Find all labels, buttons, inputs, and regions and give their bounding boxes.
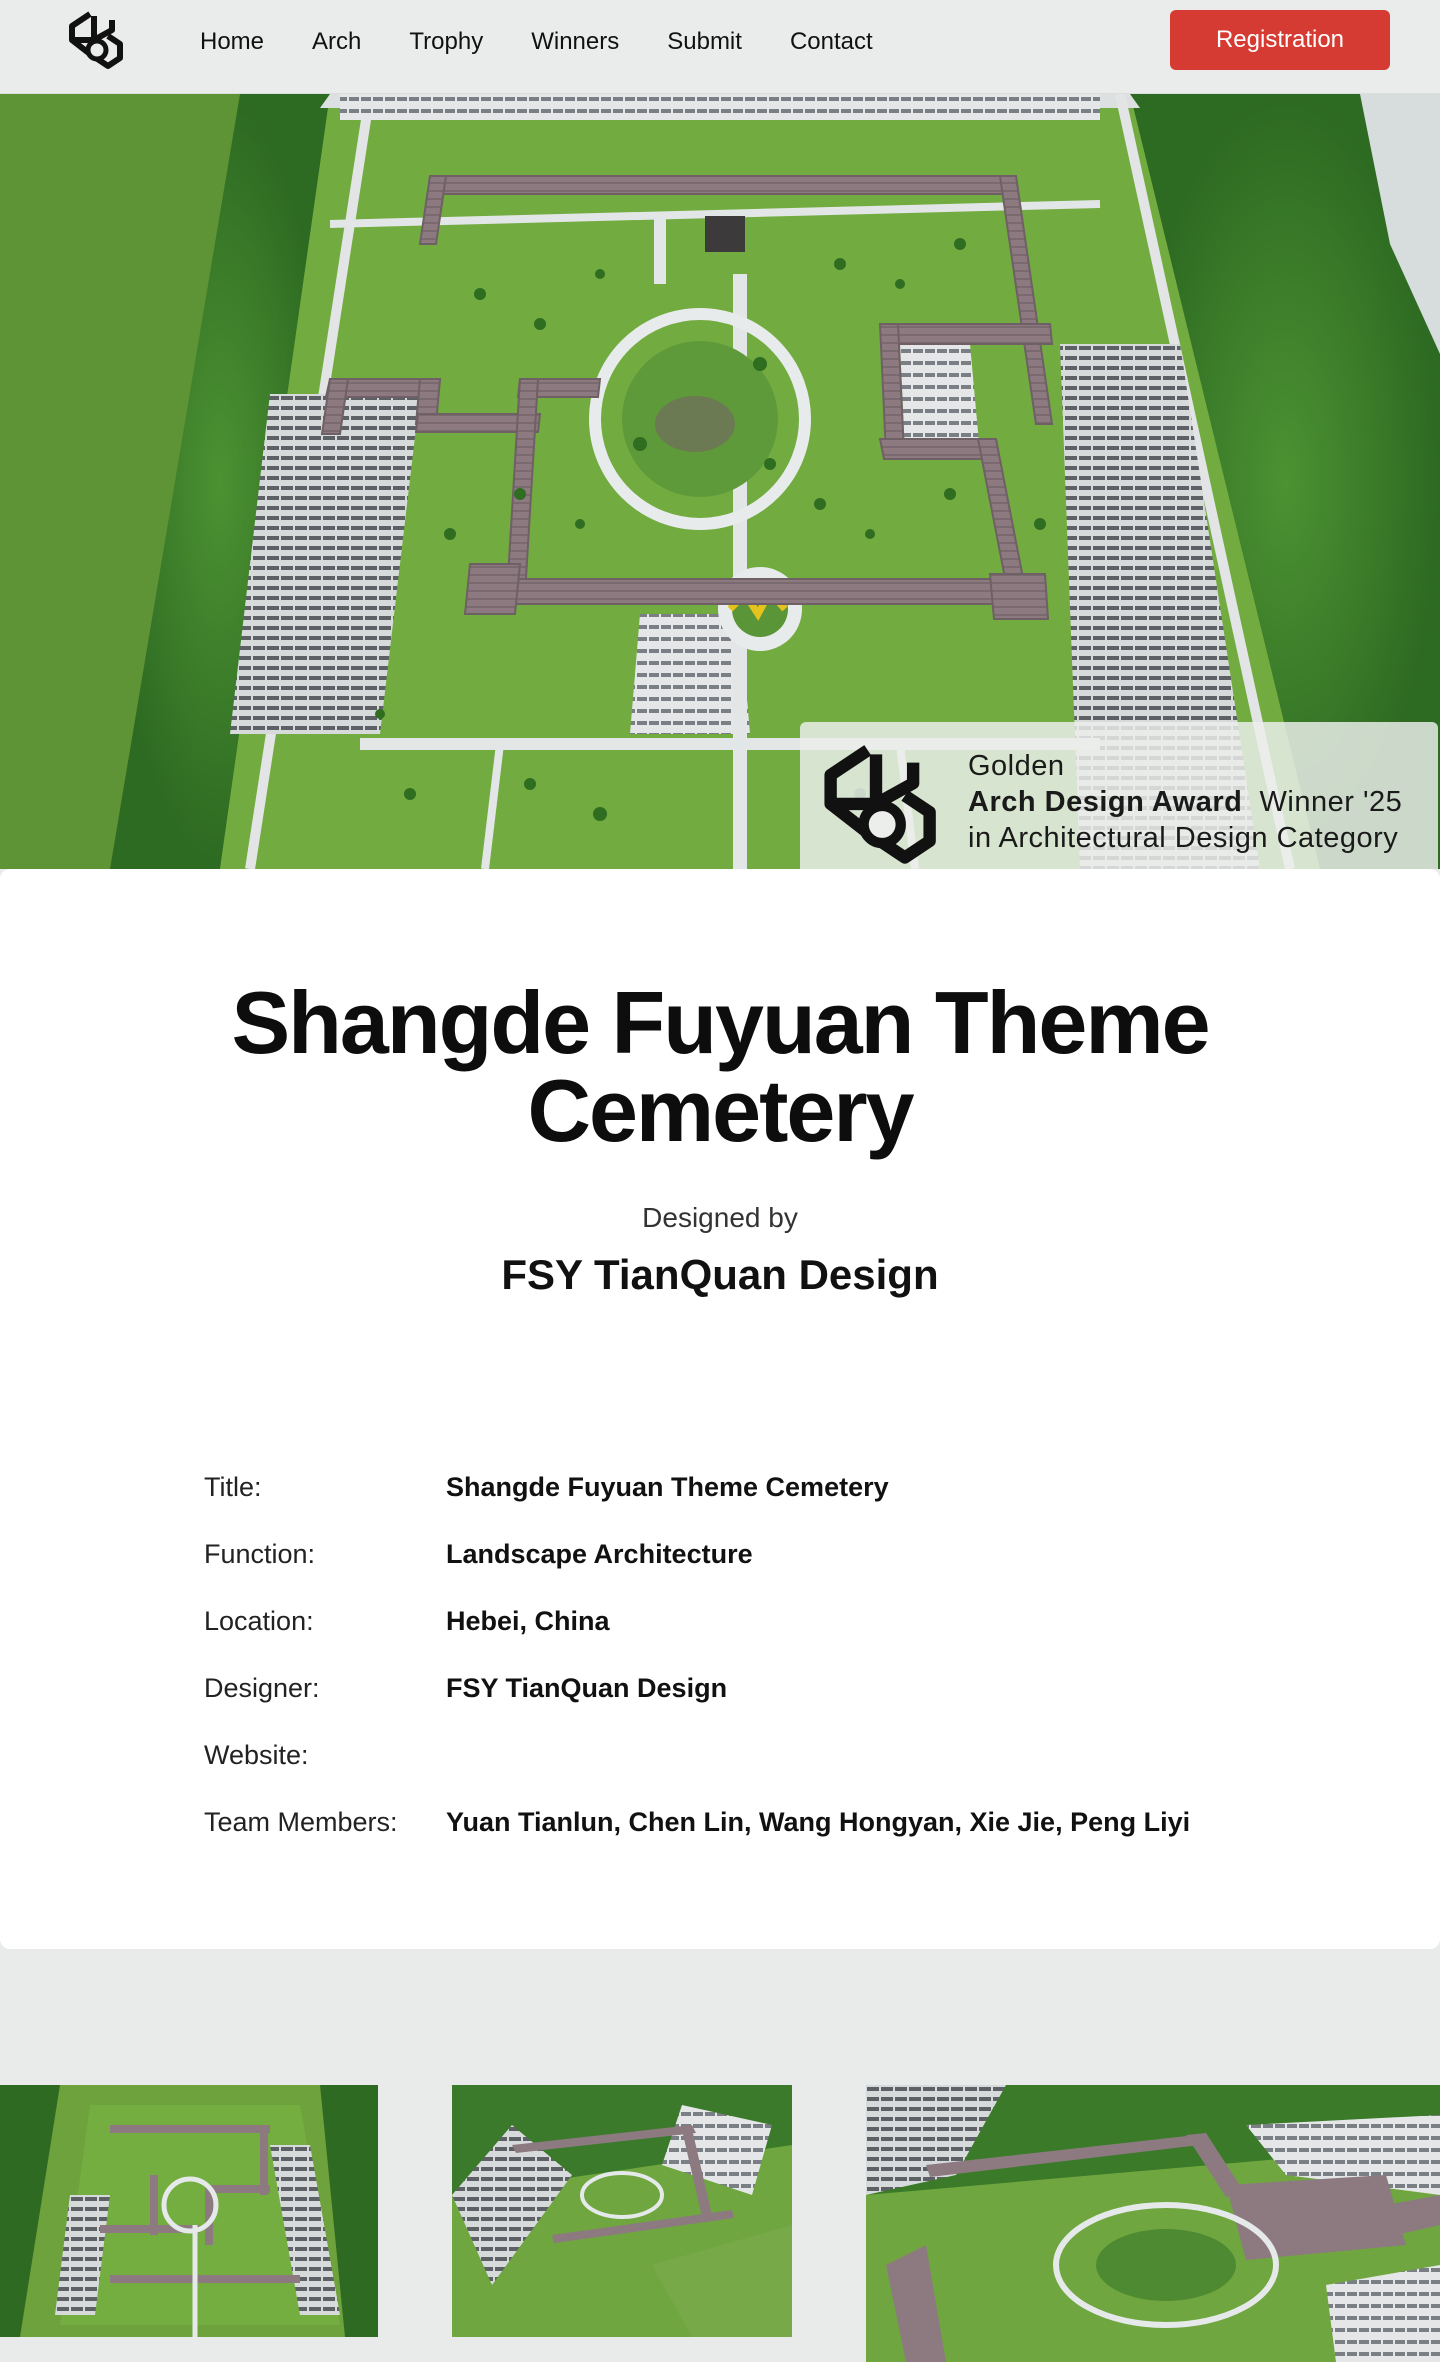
detail-label: Designer: bbox=[204, 1673, 320, 1703]
registration-button[interactable]: Registration bbox=[1170, 10, 1390, 70]
gallery-image-2[interactable] bbox=[452, 2085, 792, 2337]
award-hex-logo-icon bbox=[814, 742, 938, 869]
detail-label: Team Members: bbox=[204, 1807, 398, 1837]
award-title bbox=[968, 786, 1402, 819]
detail-row-location bbox=[204, 1588, 1304, 1655]
detail-value: FSY TianQuan Design bbox=[446, 1673, 728, 1703]
detail-label: Title: bbox=[204, 1472, 262, 1502]
nav-submit[interactable]: Submit bbox=[667, 28, 742, 55]
top-navigation bbox=[0, 0, 1440, 94]
project-title: Shangde Fuyuan Theme Cemetery bbox=[231, 973, 1209, 1160]
nav-arch[interactable]: Arch bbox=[312, 28, 362, 55]
detail-row-website bbox=[204, 1722, 1304, 1789]
award-level: Golden bbox=[968, 750, 1065, 782]
detail-label: Function: bbox=[204, 1539, 316, 1569]
detail-row-team bbox=[204, 1789, 1304, 1856]
award-winner-year: Winner '25 bbox=[1259, 786, 1403, 818]
award-hex-logo-icon[interactable] bbox=[64, 10, 124, 74]
main-menu bbox=[176, 0, 897, 84]
project-details bbox=[204, 1454, 1304, 1856]
detail-value: Hebei, China bbox=[446, 1606, 610, 1636]
gallery-image-1[interactable] bbox=[0, 2085, 378, 2337]
detail-label: Location: bbox=[204, 1606, 314, 1636]
nav-contact[interactable]: Contact bbox=[789, 28, 873, 55]
award-badge bbox=[800, 722, 1438, 869]
nav-winners[interactable]: Winners bbox=[531, 28, 620, 55]
designed-by-label: Designed by bbox=[642, 1202, 798, 1233]
hero-aerial-image bbox=[0, 94, 1440, 869]
nav-home[interactable]: Home bbox=[200, 28, 265, 55]
detail-row-title bbox=[204, 1454, 1304, 1521]
detail-value: Landscape Architecture bbox=[446, 1539, 753, 1569]
detail-label: Website: bbox=[204, 1740, 309, 1770]
gallery-image-3[interactable] bbox=[866, 2085, 1440, 2362]
detail-value: Shangde Fuyuan Theme Cemetery bbox=[446, 1472, 889, 1502]
nav-trophy[interactable]: Trophy bbox=[409, 28, 484, 55]
image-gallery bbox=[0, 2085, 1440, 2362]
award-category: in Architectural Design Category bbox=[968, 822, 1399, 854]
detail-row-designer bbox=[204, 1655, 1304, 1722]
project-card bbox=[0, 869, 1440, 1949]
detail-value: Yuan Tianlun, Chen Lin, Wang Hongyan, Xie Jie, Peng Liyi bbox=[446, 1807, 1191, 1837]
designer-name: FSY TianQuan Design bbox=[501, 1251, 939, 1298]
award-name: Arch Design Award bbox=[968, 786, 1243, 818]
detail-row-function bbox=[204, 1521, 1304, 1588]
